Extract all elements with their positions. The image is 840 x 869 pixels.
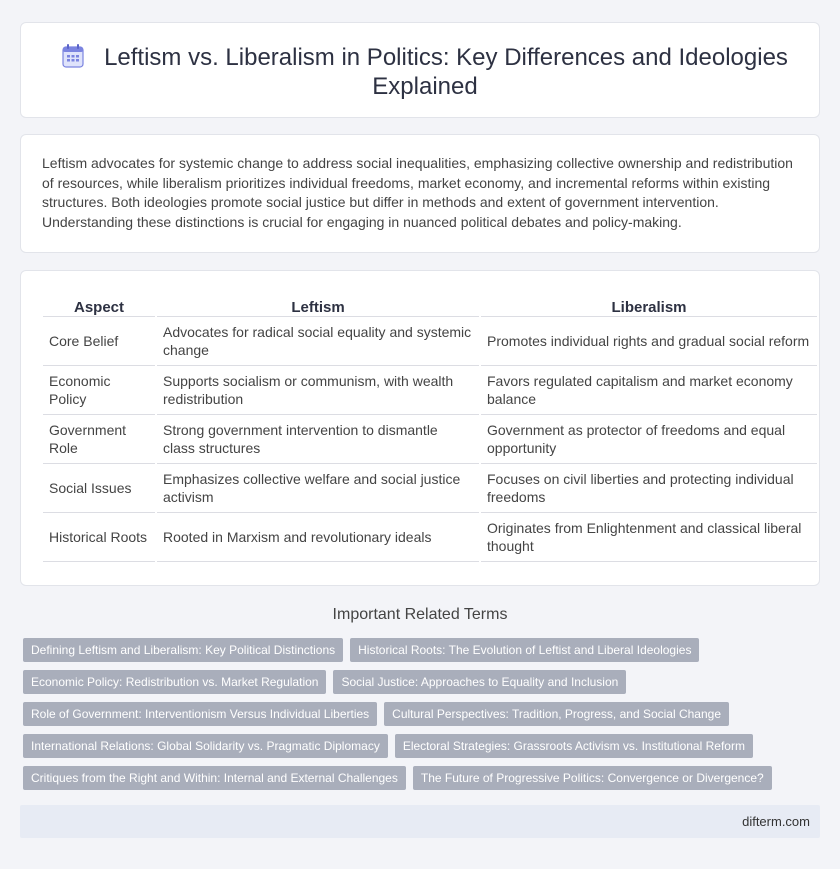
intro-card [20, 134, 820, 253]
table-header-row [43, 295, 817, 317]
comparison-card [20, 270, 820, 586]
liberalism-cell: Government as protector of freedoms and equal opportunity [481, 415, 817, 464]
aspect-cell: Government Role [43, 415, 155, 464]
page-title-text: Leftism vs. Liberalism in Politics: Key Differences and Ideologies Explained [104, 44, 788, 100]
related-term-link[interactable]: International Relations: Global Solidarity vs. Pragmatic Diplomacy [23, 734, 388, 758]
leftism-cell: Strong government intervention to dismantle class structures [157, 415, 479, 464]
header-leftism: Leftism [157, 295, 479, 317]
liberalism-cell: Focuses on civil liberties and protecting individual freedoms [481, 464, 817, 513]
liberalism-cell: Promotes individual rights and gradual social reform [481, 317, 817, 366]
related-term-link[interactable]: Social Justice: Approaches to Equality and Inclusion [333, 670, 626, 694]
header-aspect: Aspect [43, 295, 155, 317]
related-term-link[interactable]: Defining Leftism and Liberalism: Key Political Distinctions [23, 638, 343, 662]
related-term-link[interactable]: Role of Government: Interventionism Versus Individual Liberties [23, 702, 377, 726]
liberalism-cell: Favors regulated capitalism and market economy balance [481, 366, 817, 415]
aspect-cell: Economic Policy [43, 366, 155, 415]
leftism-cell: Advocates for radical social equality and systemic change [157, 317, 479, 366]
related-terms-title: Important Related Terms [332, 606, 508, 623]
leftism-cell: Emphasizes collective welfare and social justice activism [157, 464, 479, 513]
aspect-cell: Social Issues [43, 464, 155, 513]
related-term-link[interactable]: Cultural Perspectives: Tradition, Progress, and Social Change [384, 702, 729, 726]
site-name[interactable]: difterm.com [742, 814, 810, 829]
aspect-cell: Historical Roots [43, 513, 155, 562]
related-term-link[interactable]: Historical Roots: The Evolution of Leftist and Liberal Ideologies [350, 638, 699, 662]
table-row [43, 317, 817, 366]
table-row [43, 464, 817, 513]
footer [20, 805, 820, 838]
tag-row [23, 638, 823, 662]
related-term-link[interactable]: Economic Policy: Redistribution vs. Market Regulation [23, 670, 326, 694]
liberalism-cell: Originates from Enlightenment and classical liberal thought [481, 513, 817, 562]
tag-row [23, 766, 823, 790]
header-liberalism: Liberalism [481, 295, 817, 317]
tag-row [23, 702, 823, 726]
page-title [51, 43, 799, 101]
related-term-link[interactable]: Critiques from the Right and Within: Internal and External Challenges [23, 766, 406, 790]
calendar-icon [62, 44, 84, 68]
aspect-cell: Core Belief [43, 317, 155, 366]
table-row [43, 366, 817, 415]
comparison-table [41, 295, 819, 562]
related-term-link[interactable]: Electoral Strategies: Grassroots Activism vs. Institutional Reform [395, 734, 753, 758]
header-card [20, 22, 820, 118]
leftism-cell: Rooted in Marxism and revolutionary ideals [157, 513, 479, 562]
related-terms-list [23, 638, 823, 798]
intro-paragraph: Leftism advocates for systemic change to address social inequalities, emphasizing collective ownership and redistribution of resources, while liberalism prioritizes individual freedoms, market economy, and incremental reforms within existing structures. Both ideologies promote social justice but differ in methods and extent of government intervention. Understanding these distinctions is crucial for engaging in nuanced political debates and policy-making. [42, 155, 793, 230]
tag-row [23, 670, 823, 694]
related-term-link[interactable]: The Future of Progressive Politics: Convergence or Divergence? [413, 766, 772, 790]
tag-row [23, 734, 823, 758]
table-row [43, 415, 817, 464]
table-row [43, 513, 817, 562]
leftism-cell: Supports socialism or communism, with wealth redistribution [157, 366, 479, 415]
